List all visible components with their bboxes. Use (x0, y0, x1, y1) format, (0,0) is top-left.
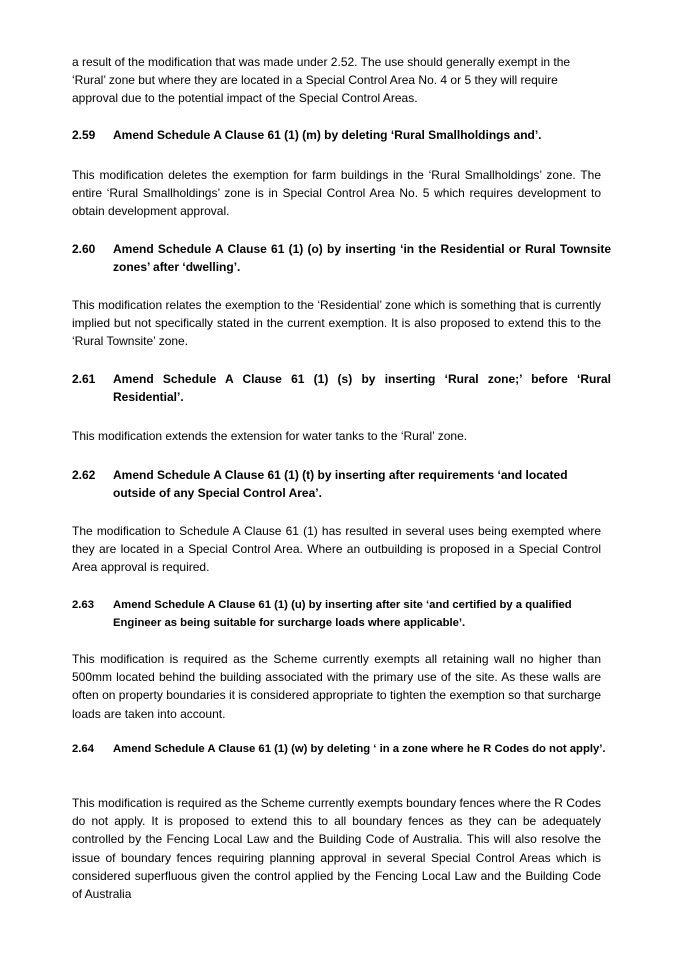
section-heading-2-63 (72, 596, 611, 632)
section-body-2-63: This modification is required as the Scheme currently exempts all retaining wall no higher than 500mm located behind the building associated with the primary use of the site. As these walls are often on property boundaries it is considered appropriate to tighten the exemption so that surcharge loads are taken into account. (72, 652, 601, 721)
section-heading-text: Amend Schedule A Clause 61 (1) (w) by deleting ‘ in a zone where he R Codes do not apply’. (113, 743, 606, 755)
section-body-2-61: This modification extends the extension for water tanks to the ‘Rural’ zone. (72, 429, 468, 443)
section-body-2-59: This modification deletes the exemption for farm buildings in the ‘Rural Smallholdings’ zone. The entire ‘Rural Smallholdings’ zone is in Special Control Area No. 5 which requires development to obtain development approval. (72, 168, 601, 219)
section-body-2-60: This modification relates the exemption to the ‘Residential’ zone which is something that is currently implied but not specifically stated in the current exemption. It is also proposed to extend this to the ‘Rural Townsite’ zone. (72, 298, 601, 349)
section-heading-2-64 (72, 740, 611, 758)
section-number: 2.59 (72, 128, 96, 142)
intro-paragraph: a result of the modification that was made under 2.52. The use should generally exempt in the ‘Rural’ zone but where they are located in a Special Control Area No. 4 or 5 they will require approval due to the potential impact of the Special Control Areas. (72, 55, 571, 106)
section-body-2-62: The modification to Schedule A Clause 61 (1) has resulted in several uses being exempted where they are located in a Special Control Area. Where an outbuilding is proposed in a Special Control Area approval is required. (72, 524, 601, 575)
section-heading-text: Amend Schedule A Clause 61 (1) (m) by deleting ‘Rural Smallholdings and’. (113, 128, 542, 142)
section-number: 2.61 (72, 372, 96, 386)
section-heading-text: Amend Schedule A Clause 61 (1) (s) by inserting ‘Rural zone;’ before ‘Rural Residential’. (113, 372, 611, 405)
section-body-2-64: This modification is required as the Scheme currently exempts boundary fences where the R Codes do not apply. It is proposed to extend this to all boundary fences as they can be adequately controlled by the Fencing Local Law and the Building Code of Australia. This will also resolve the issue of boundary fences requiring planning approval in several Special Control Areas which is considered superfluous given the control applied by the Fencing Local Law and the Building Code of Australia (72, 796, 601, 902)
section-heading-2-59 (72, 126, 611, 144)
section-number: 2.63 (72, 599, 94, 611)
section-heading-text: Amend Schedule A Clause 61 (1) (o) by inserting ‘in the Residential or Rural Townsite zones’ after ‘dwelling’. (113, 242, 611, 275)
section-heading-2-62 (72, 466, 611, 502)
section-heading-2-60 (72, 240, 611, 276)
section-heading-text: Amend Schedule A Clause 61 (1) (u) by inserting after site ‘and certified by a qualified Engineer as being suitable for surcharge loads where applicable’. (113, 599, 572, 630)
section-number: 2.62 (72, 468, 96, 482)
section-heading-text: Amend Schedule A Clause 61 (1) (t) by inserting after requirements ‘and located outside of any Special Control Area’. (113, 468, 568, 501)
section-number: 2.64 (72, 743, 94, 755)
section-heading-2-61 (72, 370, 611, 406)
section-number: 2.60 (72, 242, 96, 256)
